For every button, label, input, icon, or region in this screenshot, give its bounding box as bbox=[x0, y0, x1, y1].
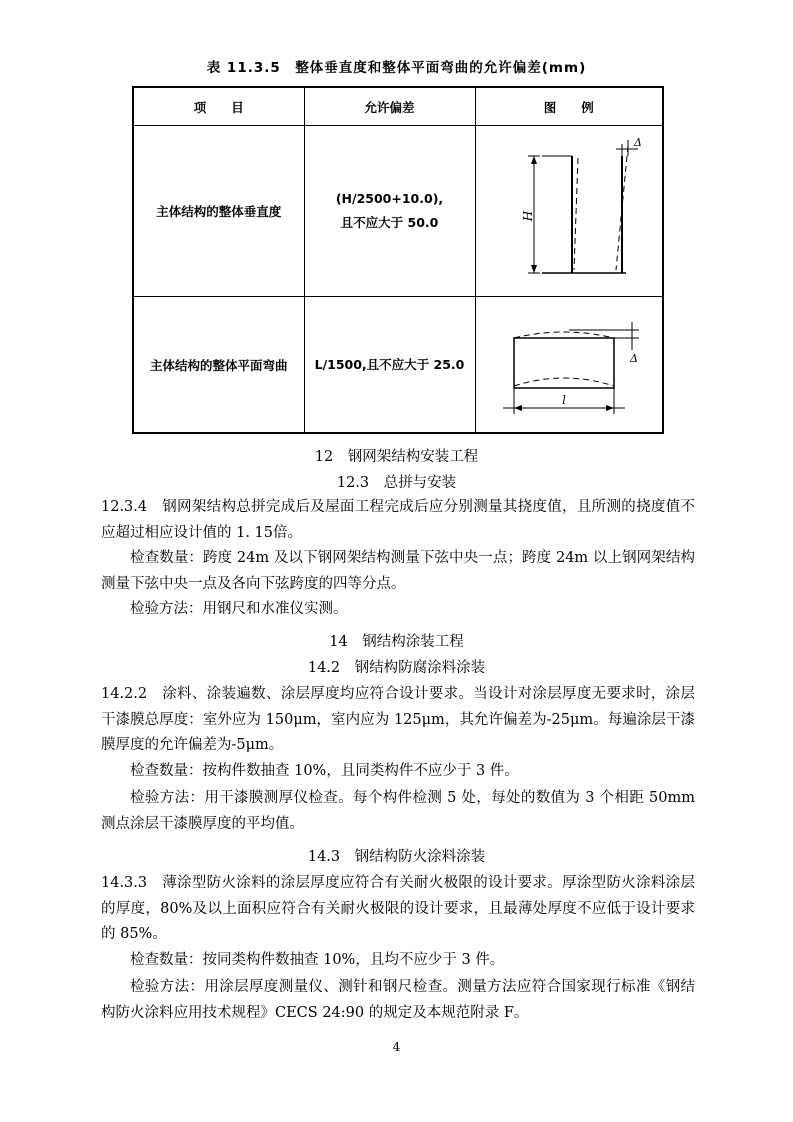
clause-14-3-3-method: 检验方法：用涂层厚度测量仪、测针和钢尺检查。测量方法应符合国家现行标准《钢结构防火涂料应用技术规程》CECS 24:90 的规定及本规范附录 F。 bbox=[101, 979, 695, 1021]
deviation-line: 且不应大于 50.0 bbox=[340, 215, 439, 231]
deviation-cell bbox=[304, 126, 475, 297]
table-row bbox=[133, 297, 663, 433]
clause-14-3-3-quantity: 检查数量：按同类构件数抽查 10%，且均不应少于 3 件。 bbox=[130, 952, 505, 968]
item-cell: 主体结构的整体垂直度 bbox=[133, 126, 304, 297]
clause-12-3-4-method: 检验方法：用钢尺和水准仪实测。 bbox=[130, 601, 348, 617]
clause-12-3-4-quantity: 检查数量：跨度 24m 及以下钢网架结构测量下弦中央一点；跨度 24m 以上钢网架结构测量下弦中央一点及各向下弦跨度的四等分点。 bbox=[101, 550, 695, 592]
clause-14-3-3: 14.3.3 薄涂型防火涂料的涂层厚度应符合有关耐火极限的设计要求。厚涂型防火涂料涂层的厚度，80%及以上面积应符合有关耐火极限的设计要求，且最薄处厚度不应低于设计要求的 85%。 bbox=[101, 875, 695, 942]
page-number: 4 bbox=[392, 1040, 401, 1054]
flatness-figure bbox=[475, 297, 663, 433]
section-title: 14.3 钢结构防火涂料涂装 bbox=[307, 849, 486, 865]
deviation-cell: L/1500,且不应大于 25.0 bbox=[304, 297, 475, 433]
height-label: H bbox=[520, 211, 535, 222]
header-item: 项 目 bbox=[133, 87, 304, 126]
tolerance-table bbox=[132, 86, 664, 434]
delta-label: Δ bbox=[629, 351, 638, 365]
deviation-line: (H/2500+10.0), bbox=[335, 191, 444, 207]
flatness-diagram bbox=[489, 310, 649, 420]
clause-14-2-2: 14.2.2 涂料、涂装遍数、涂层厚度均应符合设计要求。当设计对涂层厚度无要求时，涂层干漆膜总厚度：室外应为 150μm，室内应为 125μm，其允许偏差为-25μm。每遍涂层干漆膜厚度的允许偏差为-5μm。 bbox=[101, 686, 695, 753]
header-figure: 图 例 bbox=[475, 87, 663, 126]
chapter-title: 14 钢结构涂装工程 bbox=[329, 634, 464, 650]
chapter-title: 12 钢网架结构安装工程 bbox=[314, 449, 479, 465]
item-cell: 主体结构的整体平面弯曲 bbox=[133, 297, 304, 433]
table-row bbox=[133, 126, 663, 297]
table-caption: 表 11.3.5 整体垂直度和整体平面弯曲的允许偏差(mm) bbox=[206, 60, 587, 76]
verticality-figure bbox=[475, 126, 663, 297]
clause-14-2-2-method: 检验方法：用干漆膜测厚仪检查。每个构件检测 5 处，每处的数值为 3 个相距 50mm 测点涂层干漆膜厚度的平均值。 bbox=[101, 790, 695, 832]
section-title: 12.3 总拼与安装 bbox=[336, 475, 457, 491]
clause-12-3-4: 12.3.4 钢网架结构总拼完成后及屋面工程完成后应分别测量其挠度值，且所测的挠度值不应超过相应设计值的 1. 15倍。 bbox=[101, 499, 695, 541]
verticality-diagram bbox=[494, 136, 644, 286]
length-label: l bbox=[561, 392, 566, 407]
delta-label: Δ bbox=[633, 136, 642, 150]
header-deviation: 允许偏差 bbox=[304, 87, 475, 126]
table-header-row bbox=[133, 87, 663, 126]
section-title: 14.2 钢结构防腐涂料涂装 bbox=[307, 660, 486, 676]
clause-14-2-2-quantity: 检查数量：按构件数抽查 10%，且同类构件不应少于 3 件。 bbox=[130, 763, 519, 779]
